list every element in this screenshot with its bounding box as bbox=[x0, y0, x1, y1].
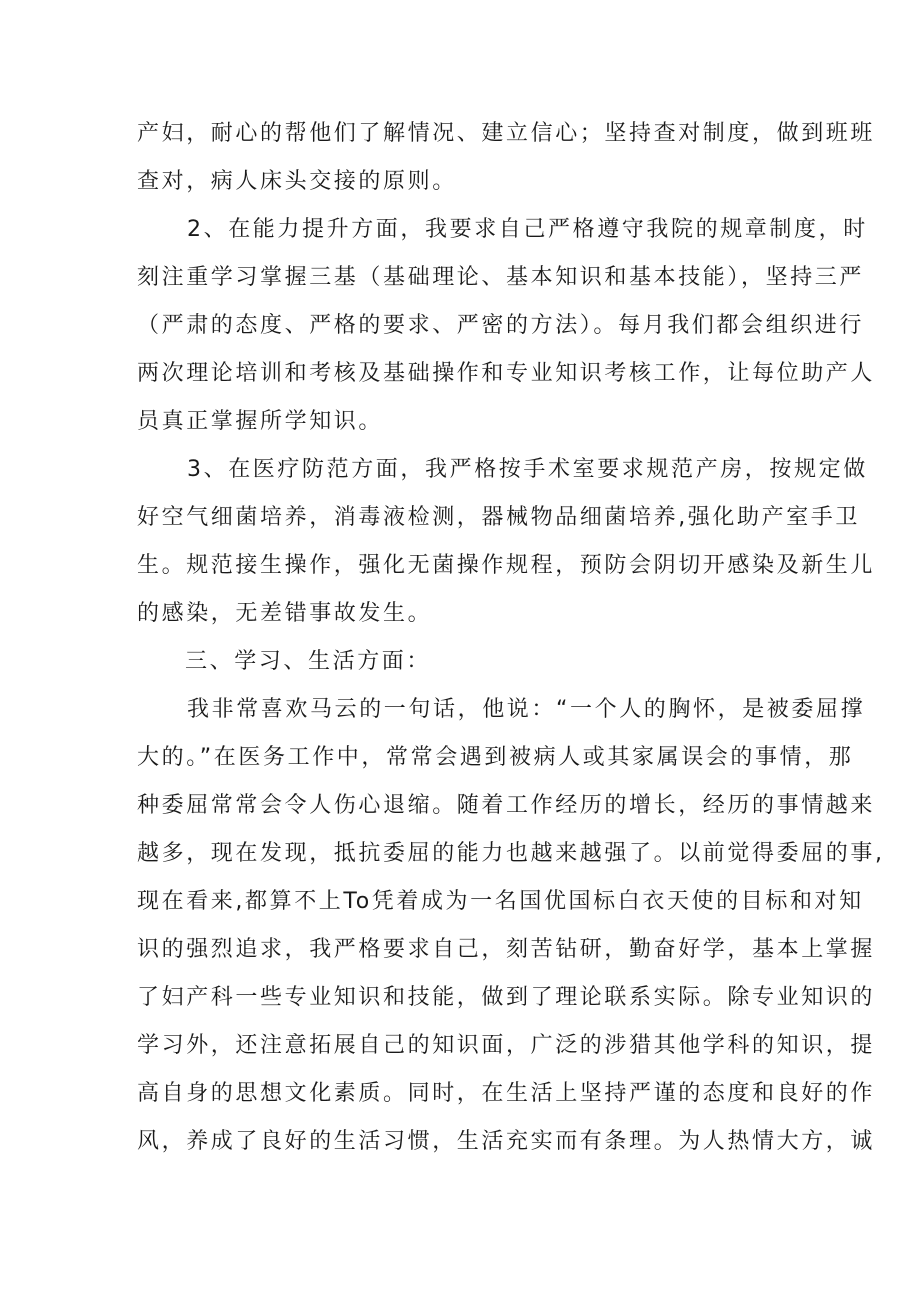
text-line: 两次理论培训和考核及基础操作和专业知识考核工作，让每位助产人 bbox=[137, 361, 876, 386]
text-line: 学习外，还注意拓展自己的知识面，广泛的涉猎其他学科的知识，提 bbox=[137, 1033, 876, 1058]
text-line: 员真正掌握所学知识。 bbox=[137, 409, 384, 434]
text-line: 生。规范接生操作，强化无菌操作规程，预防会阴切开感染及新生儿 bbox=[137, 553, 876, 578]
text-line: 刻注重学习掌握三基（基础理论、基本知识和基本技能），坚持三严 bbox=[137, 265, 865, 290]
text-line: 查对，病人床头交接的原则。 bbox=[137, 169, 457, 194]
text-line: 识的强烈追求，我严格要求自己，刻苦钻研，勤奋好学，基本上掌握 bbox=[137, 937, 876, 962]
text-line: 产妇，耐心的帮他们了解情况、建立信心；坚持查对制度，做到班班 bbox=[137, 121, 876, 146]
text-line: 风，养成了良好的生活习惯，生活充实而有条理。为人热情大方，诚 bbox=[137, 1129, 876, 1154]
text-line: 种委屈常常会令人伤心退缩。随着工作经历的增长，经历的事情越来 bbox=[137, 793, 876, 818]
section-heading: 三、学习、生活方面： bbox=[185, 649, 432, 674]
text-line: （严肃的态度、严格的要求、严密的方法）。每月我们都会组织进行 bbox=[137, 313, 865, 338]
text-line: 现在看来,都算不上To凭着成为一名国优国标白衣天使的目标和对知 bbox=[137, 889, 864, 914]
text-line: 的感染，无差错事故发生。 bbox=[137, 601, 433, 626]
text-line: 越多，现在发现，抵抗委屈的能力也越来越强了。以前觉得委屈的事, bbox=[137, 841, 885, 866]
text-line: 2、在能力提升方面，我要求自己严格遵守我院的规章制度，时 bbox=[187, 217, 868, 242]
text-line: 了妇产科一些专业知识和技能，做到了理论联系实际。除专业知识的 bbox=[137, 985, 876, 1010]
text-line: 大的。”在医务工作中，常常会遇到被病人或其家属误会的事情，那 bbox=[137, 745, 854, 770]
text-line: 我非常喜欢马云的一句话，他说：“一个人的胸怀，是被委屈撑 bbox=[187, 697, 866, 722]
text-line: 好空气细菌培养，消毒液检测，器械物品细菌培养,强化助产室手卫 bbox=[137, 505, 860, 530]
text-line: 高自身的思想文化素质。同时，在生活上坚持严谨的态度和良好的作 bbox=[137, 1081, 876, 1106]
text-line: 3、在医疗防范方面，我严格按手术室要求规范产房，按规定做 bbox=[187, 457, 868, 482]
